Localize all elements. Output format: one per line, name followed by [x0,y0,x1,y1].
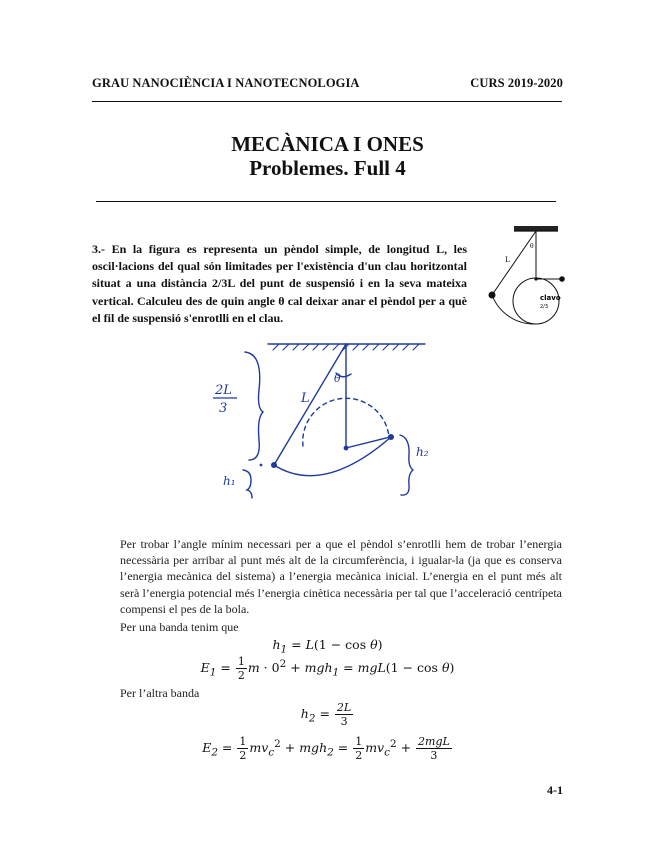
equation-h2: $h_2$ = $\frac{2L}{3}$ [300,701,352,728]
problem-statement: 3.- En la figura es representa un pèndol simple, de longitud L, les oscil·lacions del qual són limitades per l'existència d'un clau horitzontal situat a una distància 2/3L del punt de suspensió i en la seva mateixa vertical. Calculeu des de quin angle θ cal deixar anar el pèndol per a què el fil de suspensió s'enrotlli en el clau. [92,242,467,325]
page-subtitle: Problemes. Full 4 [249,156,406,180]
label-3: 3 [219,401,228,416]
label-l: L [301,391,310,406]
label-h2: h₂ [416,445,429,459]
text-second-part: Per l’altra banda [120,686,200,700]
header-year: CURS 2019-2020 [470,76,563,90]
header-rule [92,101,562,102]
label-l: L [505,256,510,264]
label-fraction: 2/3 [540,304,549,310]
header-course: GRAU NANOCIÈNCIA I NANOTECNOLOGIA [92,76,360,90]
pendulum-string [274,344,346,465]
pendulum-diagram-hand [205,330,440,502]
text-first-part: Per una banda tenim que [120,620,239,634]
title-rule [96,201,556,202]
nail [534,277,537,280]
label-h1: h₁ [223,474,236,488]
equation-e1: $E_1$ = $\frac{1}{2}$ $m \cdot 0^2 + mgh_1 = mgL(1 - \cos \theta)$ [200,655,455,682]
brace-2l3 [245,352,263,460]
equation-h1: $h_1 = L(1 - \cos \theta)$ [272,637,383,656]
label-theta: θ [334,372,341,385]
equation-e2: $E_2$ = $\frac{1}{2}$ $mv_c^2 + mgh_2$ = $\frac{1}{2}$ $mv_c^2$ + $\frac{\text{2mgL}}{3}$ [202,735,450,762]
page-number: 4-1 [547,783,563,797]
brace-h1 [243,470,252,498]
page-title: MECÀNICA I ONES [231,132,424,156]
ceiling-hatch [514,226,558,231]
label-2l: 2L [215,383,232,398]
pendulum-string [492,231,536,295]
explanation-paragraph: Per trobar l’angle mínim necessari per a que el pèndol s’enrotlli hem de trobar l’energia necessària per arribar al punt més alt de la circumferència, i igualar-la (ja que es conserva l’energia mecànica del sistema) a l’energia mecànica inicial. L’energia en el punt més alt serà l’energia potencial més l’energia cinètica necessària per tal que l’acceleració centrípeta compensi el pes de la bola. [120,537,562,616]
label-theta: θ [530,243,534,250]
brace-h2 [400,435,413,495]
label-clavo: clavo [540,294,561,302]
nail [344,446,349,451]
trajectory-arc [274,437,391,476]
pendulum-diagram-small [474,224,574,334]
bob-final [388,434,394,440]
bob [271,462,277,468]
